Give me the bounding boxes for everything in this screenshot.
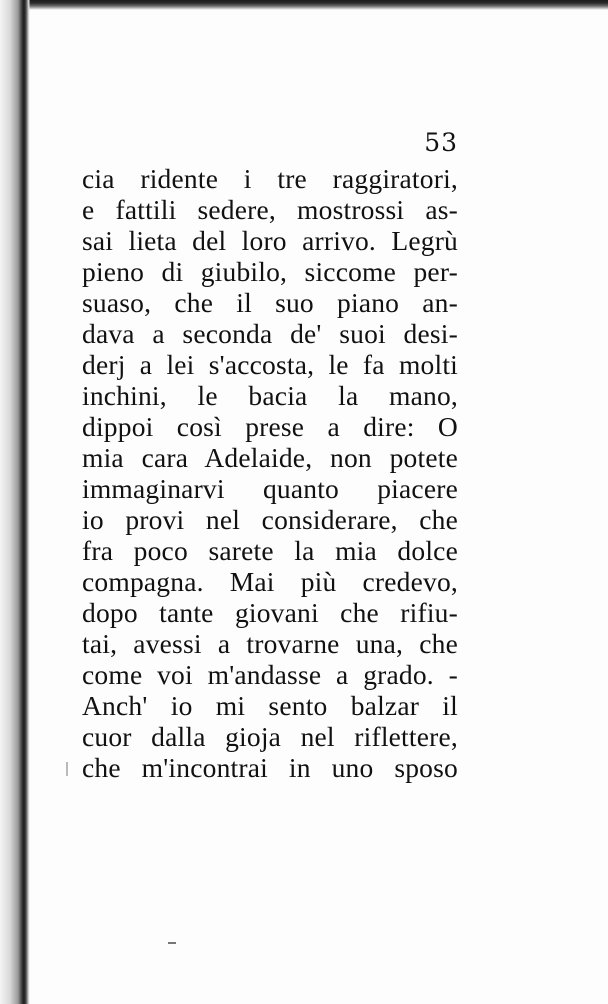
text-line: inchini, le bacia la mano,	[82, 380, 458, 411]
text-line: io provi nel considerare, che	[82, 504, 458, 535]
footer-dash-mark	[168, 942, 176, 944]
text-line: Anch' io mi sento balzar il	[82, 690, 458, 721]
text-line: cuor dalla gioja nel riflettere,	[82, 721, 458, 752]
body-text	[82, 163, 458, 783]
text-line: dippoi così prese a dire: O	[82, 411, 458, 442]
text-line: come voi m'andasse a grado. -	[82, 659, 458, 690]
text-line: derj a lei s'accosta, le fa molti	[82, 349, 458, 380]
page-number: 53	[424, 128, 458, 157]
margin-mark	[66, 762, 68, 776]
text-line: dava a seconda de' suoi desi-	[82, 318, 458, 349]
text-line: fra poco sarete la mia dolce	[82, 535, 458, 566]
text-line: pieno di giubilo, siccome per-	[82, 256, 458, 287]
text-line: immaginarvi quanto piacere	[82, 473, 458, 504]
text-line: compagna. Mai più credevo,	[82, 566, 458, 597]
text-line: dopo tante giovani che rifiu-	[82, 597, 458, 628]
text-line: che m'incontrai in uno sposo	[82, 752, 458, 783]
text-line: cia ridente i tre raggiratori,	[82, 163, 458, 194]
text-line: sai lieta del loro arrivo. Legrù	[82, 225, 458, 256]
page-binding-edge	[0, 0, 30, 1004]
text-line: mia cara Adelaide, non potete	[82, 442, 458, 473]
text-line: tai, avessi a trovarne una, che	[82, 628, 458, 659]
text-line: suaso, che il suo piano an-	[82, 287, 458, 318]
page-top-edge	[0, 0, 608, 10]
text-line: e fattili sedere, mostrossi as-	[82, 194, 458, 225]
